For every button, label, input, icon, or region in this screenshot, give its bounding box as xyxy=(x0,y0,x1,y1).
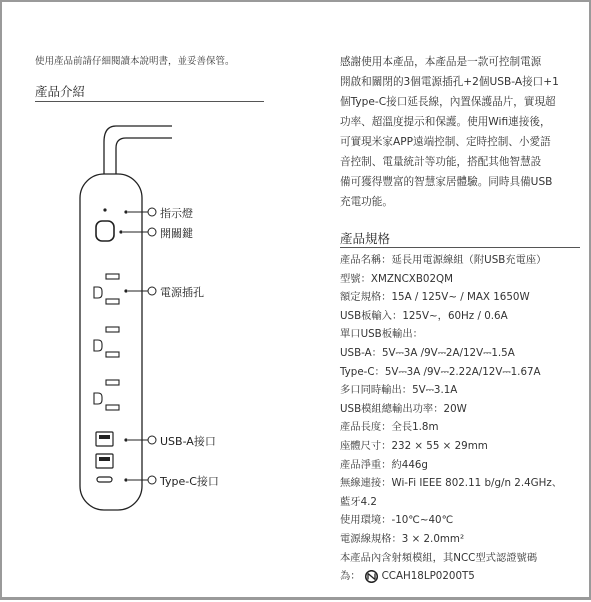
spec-line: 多口同時輸出：5V⎓3.1A xyxy=(340,384,458,397)
ncc-prefix: 為： xyxy=(340,570,361,583)
spec-line: 產品長度：全長1.8m xyxy=(340,421,439,434)
label-indicator: 指示燈 xyxy=(160,207,193,220)
label-usb-a: USB-A接口 xyxy=(160,435,216,448)
spec-heading: 產品規格 xyxy=(340,231,391,246)
label-type-c: Type-C接口 xyxy=(160,475,219,488)
description-line: 感謝使用本產品，本產品是一款可控制電源 xyxy=(340,56,542,68)
spec-line: USB板輸入：125V~，60Hz / 0.6A xyxy=(340,309,508,322)
usb-a-port-2 xyxy=(96,454,113,468)
spec-line: 額定規格：15A / 125V~ / MAX 1650W xyxy=(340,291,530,304)
heading-divider-right xyxy=(340,247,580,248)
usage-notice: 使用產品前請仔細閱讀本說明書，並妥善保管。 xyxy=(35,56,235,67)
spec-list xyxy=(340,251,585,586)
callout-marker-outlet xyxy=(148,287,156,295)
spec-line: 使用環境：-10℃~40℃ xyxy=(340,514,454,527)
callout-marker-usb xyxy=(148,436,156,444)
spec-line: Type-C：5V⎓3A /9V⎓2.22A/12V⎓1.67A xyxy=(340,365,541,378)
indicator-light xyxy=(103,208,106,211)
callout-marker-typec xyxy=(148,476,156,484)
spec-line: 產品名稱：延長用電源線組（附USB充電座） xyxy=(340,254,547,266)
ncc-line xyxy=(340,567,585,586)
spec-line: 型號：XMZNCXB02QM xyxy=(340,272,453,285)
spec-line: 單口USB板輸出： xyxy=(340,328,423,341)
label-power-switch: 開關鍵 xyxy=(160,227,193,240)
power-cord xyxy=(104,126,172,174)
power-button xyxy=(96,221,114,241)
callout-marker-power xyxy=(148,228,156,236)
spec-line: 藍牙4.2 xyxy=(340,495,377,508)
usb-a-port-1 xyxy=(96,432,113,446)
product-intro-heading: 產品介紹 xyxy=(35,84,86,99)
spec-line: 本產品內含射頻模組，其NCC型式認證號碼 xyxy=(340,551,538,564)
description-line: 個Type-C接口延長線，內置保護晶片，實現超 xyxy=(340,96,556,108)
label-outlet: 電源插孔 xyxy=(160,286,204,299)
description-line: 充電功能。 xyxy=(340,196,393,208)
spec-line: 產品淨重：約446g xyxy=(340,458,428,471)
description-line: 備可獲得豐富的智慧家居體驗。同時具備USB xyxy=(340,176,553,188)
ncc-logo-icon xyxy=(364,570,379,583)
spec-line: USB模組總輸出功率：20W xyxy=(340,402,467,415)
description-line: 可實現米家APP遠端控制、定時控制、小愛語 xyxy=(340,136,551,148)
description-line: 功率、超溫度提示和保護。使用Wifi連接後， xyxy=(340,116,551,128)
description-line: 開啟和關閉的3個電源插孔+2個USB-A接口+1 xyxy=(340,76,559,88)
callout-marker-indicator xyxy=(148,208,156,216)
product-description xyxy=(340,52,572,212)
description-line: 音控制、電量統計等功能，搭配其他智慧設 xyxy=(340,156,542,168)
ncc-code: CCAH18LP0200T5 xyxy=(381,570,475,583)
spec-line: USB-A：5V⎓3A /9V⎓2A/12V⎓1.5A xyxy=(340,346,515,359)
spec-line: 電源線規格：3 × 2.0mm² xyxy=(340,532,465,545)
spec-line: 座體尺寸：232 × 55 × 29mm xyxy=(340,439,488,452)
type-c-port xyxy=(97,477,112,482)
spec-line: 無線連接：Wi-Fi IEEE 802.11 b/g/n 2.4GHz、 xyxy=(340,477,563,490)
